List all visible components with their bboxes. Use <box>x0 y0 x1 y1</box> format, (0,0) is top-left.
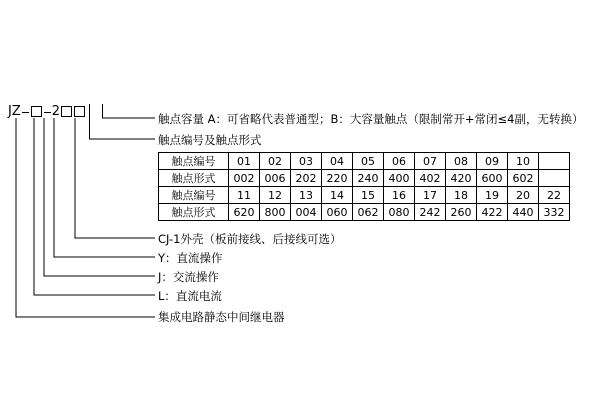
table-cell: 12 <box>260 187 291 204</box>
table-cell <box>539 170 570 187</box>
model-series: 2 <box>51 104 61 119</box>
table-cell: 03 <box>291 153 322 170</box>
model-code <box>8 105 86 118</box>
model-box-3 <box>74 106 85 117</box>
table-cell: 600 <box>477 170 508 187</box>
table-cell: 13 <box>291 187 322 204</box>
table-cell: 422 <box>477 204 508 221</box>
model-prefix: JZ <box>8 104 21 119</box>
table-cell: 402 <box>415 170 446 187</box>
table-cell: 22 <box>539 187 570 204</box>
table-cell: 11 <box>229 187 260 204</box>
label-contact-capacity: 触点容量 A：可省略代表普通型；B：大容量触点（限制常开+常闭≤4副，无转换） <box>158 112 584 126</box>
table-cell: 08 <box>446 153 477 170</box>
table-cell <box>539 153 570 170</box>
table-cell: 17 <box>415 187 446 204</box>
contacts-table <box>158 152 570 221</box>
row-header: 触点编号 <box>159 153 229 170</box>
table-cell: 440 <box>508 204 539 221</box>
table-cell: 04 <box>322 153 353 170</box>
table-cell: 15 <box>353 187 384 204</box>
table-cell: 420 <box>446 170 477 187</box>
table-row <box>159 170 570 187</box>
label-dc-operation: Y：直流操作 <box>158 251 223 265</box>
table-cell: 400 <box>384 170 415 187</box>
table-cell: 002 <box>229 170 260 187</box>
table-cell: 332 <box>539 204 570 221</box>
table-cell: 260 <box>446 204 477 221</box>
label-dc-current: L：直流电流 <box>158 289 222 303</box>
table-cell: 01 <box>229 153 260 170</box>
table-cell: 202 <box>291 170 322 187</box>
table-cell: 18 <box>446 187 477 204</box>
table-cell: 16 <box>384 187 415 204</box>
table-cell: 14 <box>322 187 353 204</box>
table-cell: 10 <box>508 153 539 170</box>
table-cell: 220 <box>322 170 353 187</box>
table-cell: 02 <box>260 153 291 170</box>
table-cell: 242 <box>415 204 446 221</box>
label-contact-number-form: 触点编号及触点形式 <box>158 133 262 147</box>
table-row <box>159 187 570 204</box>
table-cell: 004 <box>291 204 322 221</box>
model-dash-1 <box>22 112 29 113</box>
label-case: CJ-1外壳（板前接线、后接线可选） <box>158 232 342 246</box>
table-cell: 09 <box>477 153 508 170</box>
table-cell: 05 <box>353 153 384 170</box>
row-header: 触点编号 <box>159 187 229 204</box>
table-cell: 620 <box>229 204 260 221</box>
table-cell: 602 <box>508 170 539 187</box>
label-main-product: 集成电路静态中间继电器 <box>158 310 285 324</box>
table-cell: 19 <box>477 187 508 204</box>
table-row <box>159 204 570 221</box>
model-dash-2 <box>44 112 51 113</box>
table-cell: 060 <box>322 204 353 221</box>
label-ac-operation: J：交流操作 <box>158 270 219 284</box>
table-cell: 800 <box>260 204 291 221</box>
table-cell: 080 <box>384 204 415 221</box>
table-cell: 20 <box>508 187 539 204</box>
table-cell: 07 <box>415 153 446 170</box>
table-cell: 006 <box>260 170 291 187</box>
row-header: 触点形式 <box>159 204 229 221</box>
row-header: 触点形式 <box>159 170 229 187</box>
table-cell: 06 <box>384 153 415 170</box>
table-row <box>159 153 570 170</box>
table-cell: 062 <box>353 204 384 221</box>
model-box-2 <box>61 106 72 117</box>
table-cell: 240 <box>353 170 384 187</box>
model-box-1 <box>31 106 42 117</box>
